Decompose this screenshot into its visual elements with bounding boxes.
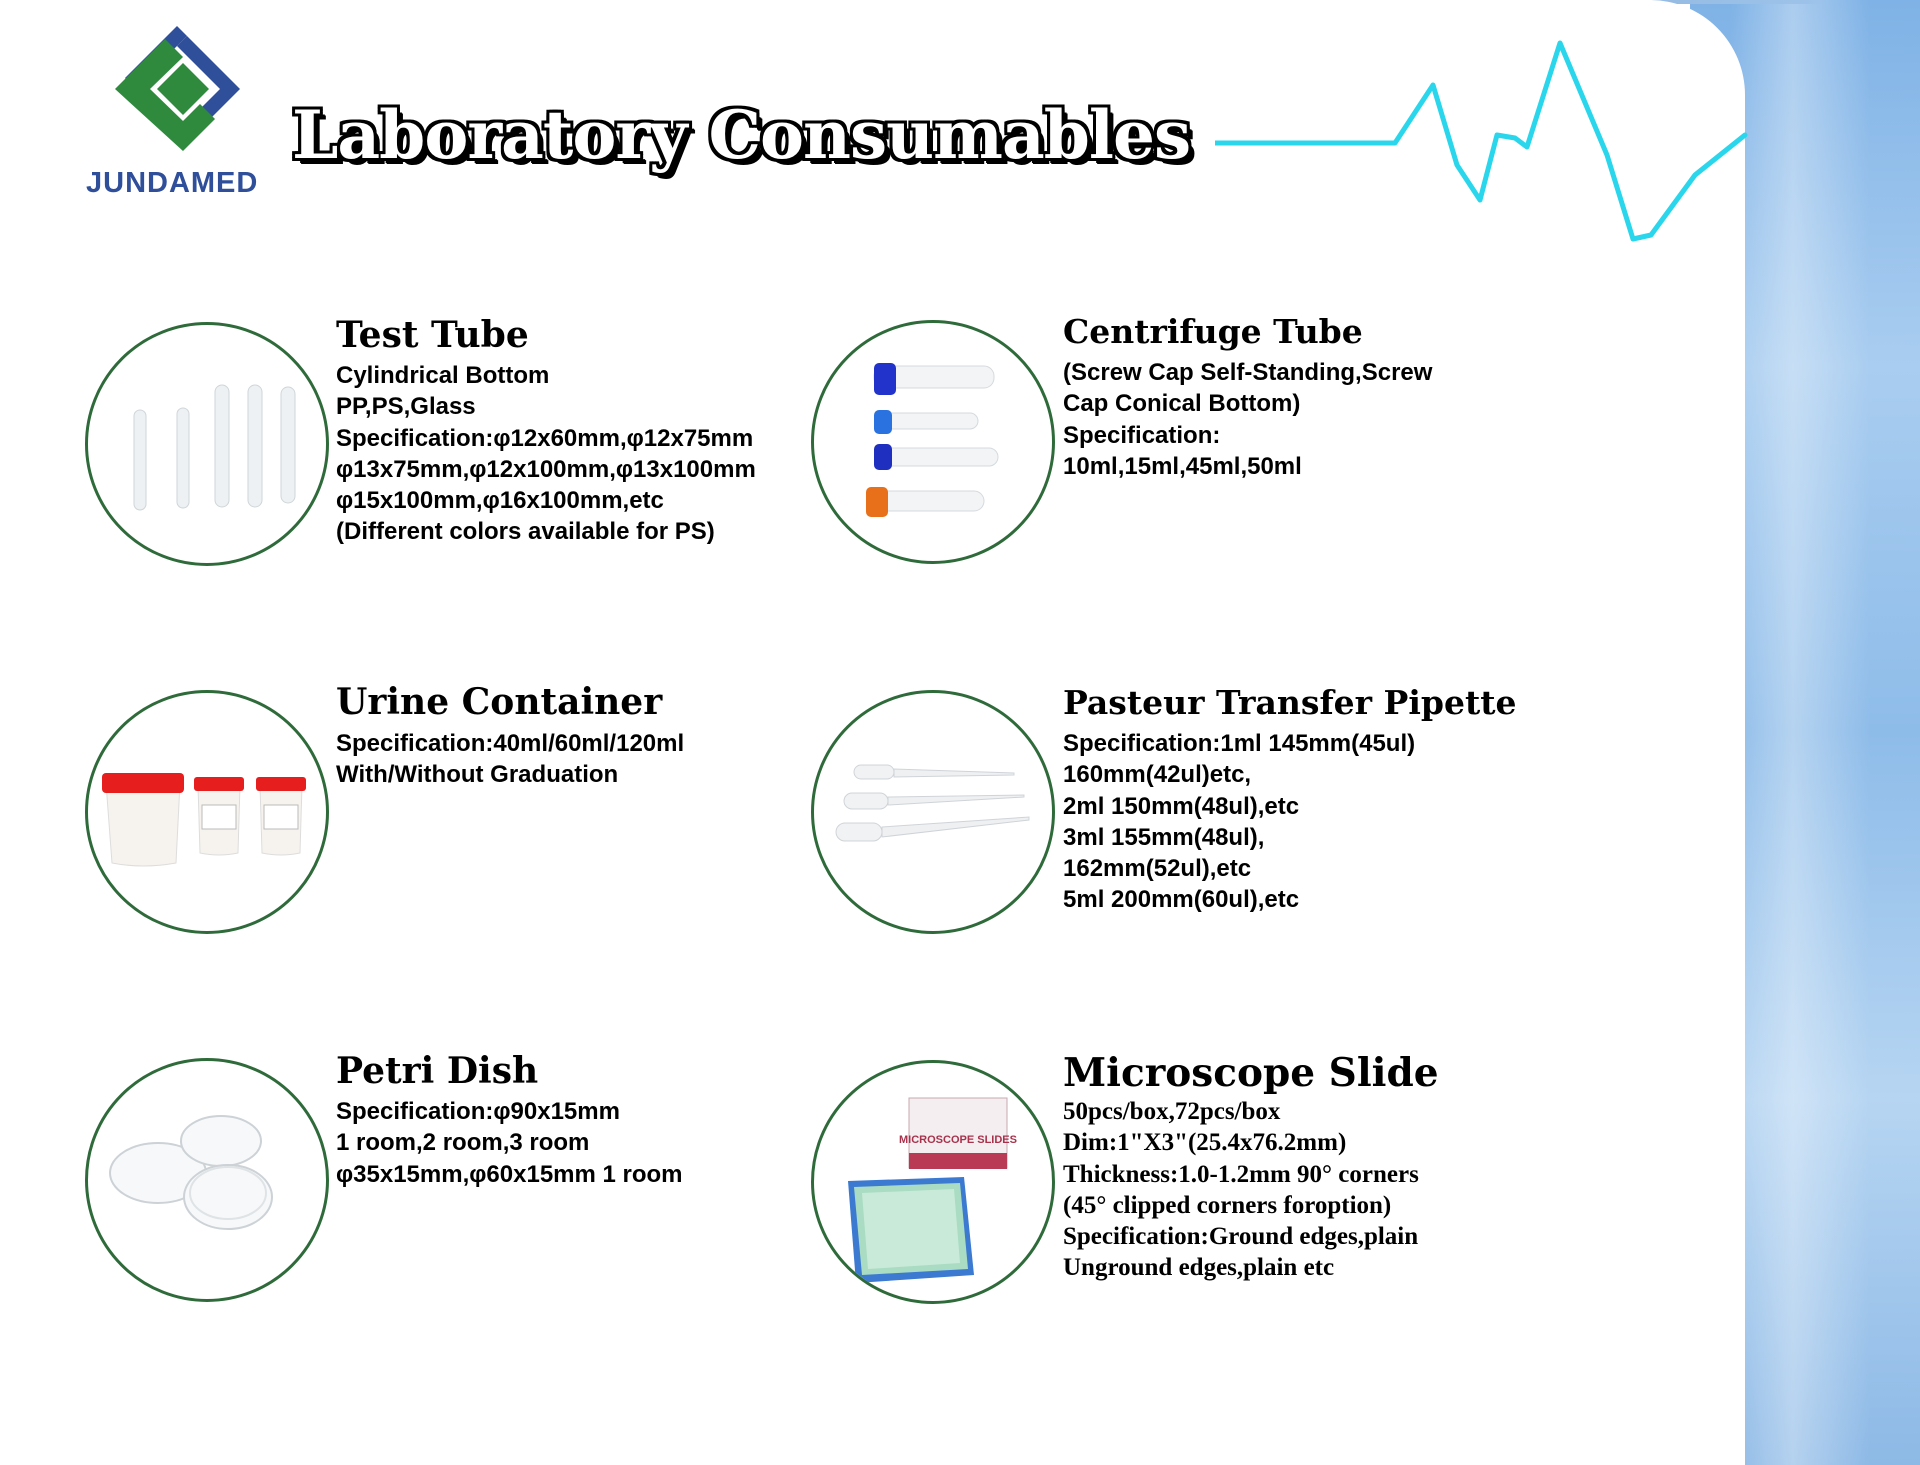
logo-mark-icon [105, 16, 255, 166]
brand-name: JUNDAMED [86, 167, 259, 199]
test-tube-description: Cylindrical Bottom PP,PS,Glass Specification:φ12x60mm,φ12x75mm φ13x75mm,φ12x100mm,φ13x100mm φ15x100mm,φ16x100mm,etc (Different colors available for PS) [336, 362, 756, 546]
urine-container-image [85, 690, 329, 934]
test-tube-icon [88, 325, 326, 563]
pasteur-pipette-image [811, 690, 1055, 934]
microscope-slide-icon [814, 1063, 1052, 1301]
pasteur-pipette-description: Specification:1ml 145mm(45ul) 160mm(42ul)etc, 2ml 150mm(48ul),etc 3ml 155mm(48ul), 162mm(52ul),etc 5ml 200mm(60ul),etc [1063, 730, 1416, 914]
petri-dish-icon [88, 1061, 326, 1299]
urine-container-title: Urine Container [336, 681, 663, 723]
urine-container-icon [88, 693, 326, 931]
urine-container-description: Specification:40ml/60ml/120ml With/Without Graduation [336, 730, 685, 789]
test-tube-title: Test Tube [336, 314, 529, 356]
pipette-icon [814, 693, 1052, 931]
centrifuge-tube-image [811, 320, 1055, 564]
page-title: Laboratory Consumables [292, 96, 1191, 174]
heartbeat-line-icon [1215, 15, 1750, 255]
petri-dish-title: Petri Dish [336, 1050, 539, 1092]
microscope-slide-image [811, 1060, 1055, 1304]
slide-box-label: MICROSCOPE SLIDES [899, 1134, 1017, 1146]
centrifuge-tube-description: (Screw Cap Self-Standing,Screw Cap Conical Bottom) Specification: 10ml,15ml,45ml,50ml [1063, 359, 1433, 480]
pasteur-pipette-title: Pasteur Transfer Pipette [1063, 683, 1517, 722]
microscope-slide-description: 50pcs/box,72pcs/box Dim:1"X3"(25.4x76.2mm) Thickness:1.0-1.2mm 90° corners (45° clipped corners foroption) Specification:Ground edges,plain Unground edges,plain etc [1063, 1098, 1419, 1282]
petri-dish-image [85, 1058, 329, 1302]
petri-dish-description: Specification:φ90x15mm 1 room,2 room,3 room φ35x15mm,φ60x15mm 1 room [336, 1098, 683, 1188]
centrifuge-tube-title: Centrifuge Tube [1063, 312, 1363, 351]
centrifuge-tube-icon [814, 323, 1052, 561]
background-fold [1730, 0, 1870, 1465]
test-tube-image [85, 322, 329, 566]
microscope-slide-title: Microscope Slide [1063, 1050, 1439, 1096]
